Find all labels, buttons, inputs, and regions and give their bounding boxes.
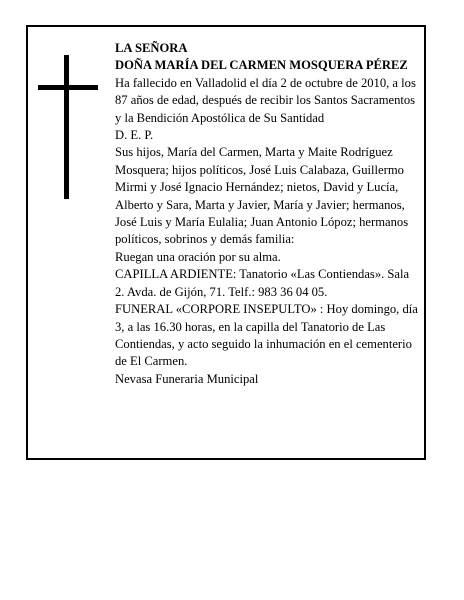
chapel-info: CAPILLA ARDIENTE: Tanatorio «Las Contiendas». Sala 2. Avda. de Gijón, 71. Telf.: 983 36 04 05. — [115, 267, 410, 299]
cross-icon — [38, 55, 98, 199]
prayer-request: Ruegan una oración por su alma. — [115, 249, 281, 264]
rip-abbreviation: D. E. P. — [115, 128, 154, 143]
deceased-name: DOÑA MARÍA DEL CARMEN MOSQUERA PÉREZ — [115, 58, 408, 73]
obituary-notice — [26, 25, 426, 460]
cross-vertical-bar — [64, 55, 69, 199]
family-members: Sus hijos, María del Carmen, Marta y Maite Rodríguez Mosquera; hijos políticos, José Luis Calabaza, Guillermo Mirmi y José Ignacio Hernández; nietos, David y Lucía, Alberto y Sara, Marta y Javier, María y Javier; hermanos, José Luis y María Eulalia; Juan Antonio Lópoz; hermanos políticos, sobrinos y demás familia: — [115, 145, 409, 247]
funeral-home: Nevasa Funeraria Municipal — [115, 371, 259, 386]
funeral-info: FUNERAL «CORPORE INSEPULTO» : Hoy domingo, día 3, a las 16.30 horas, en la capilla del Tanatorio de Las Contiendas, y acto seguido la inhumación en el cementerio de El Carmen. — [115, 302, 418, 369]
notice-text — [115, 40, 420, 388]
death-statement: Ha fallecido en Valladolid el día 2 de octubre de 2010, a los 87 años de edad, después de recibir los Santos Sacramentos y la Bendición Apostólica de Su Santidad — [115, 75, 416, 125]
title-honorific: LA SEÑORA — [115, 41, 188, 55]
cross-horizontal-bar — [38, 85, 98, 90]
